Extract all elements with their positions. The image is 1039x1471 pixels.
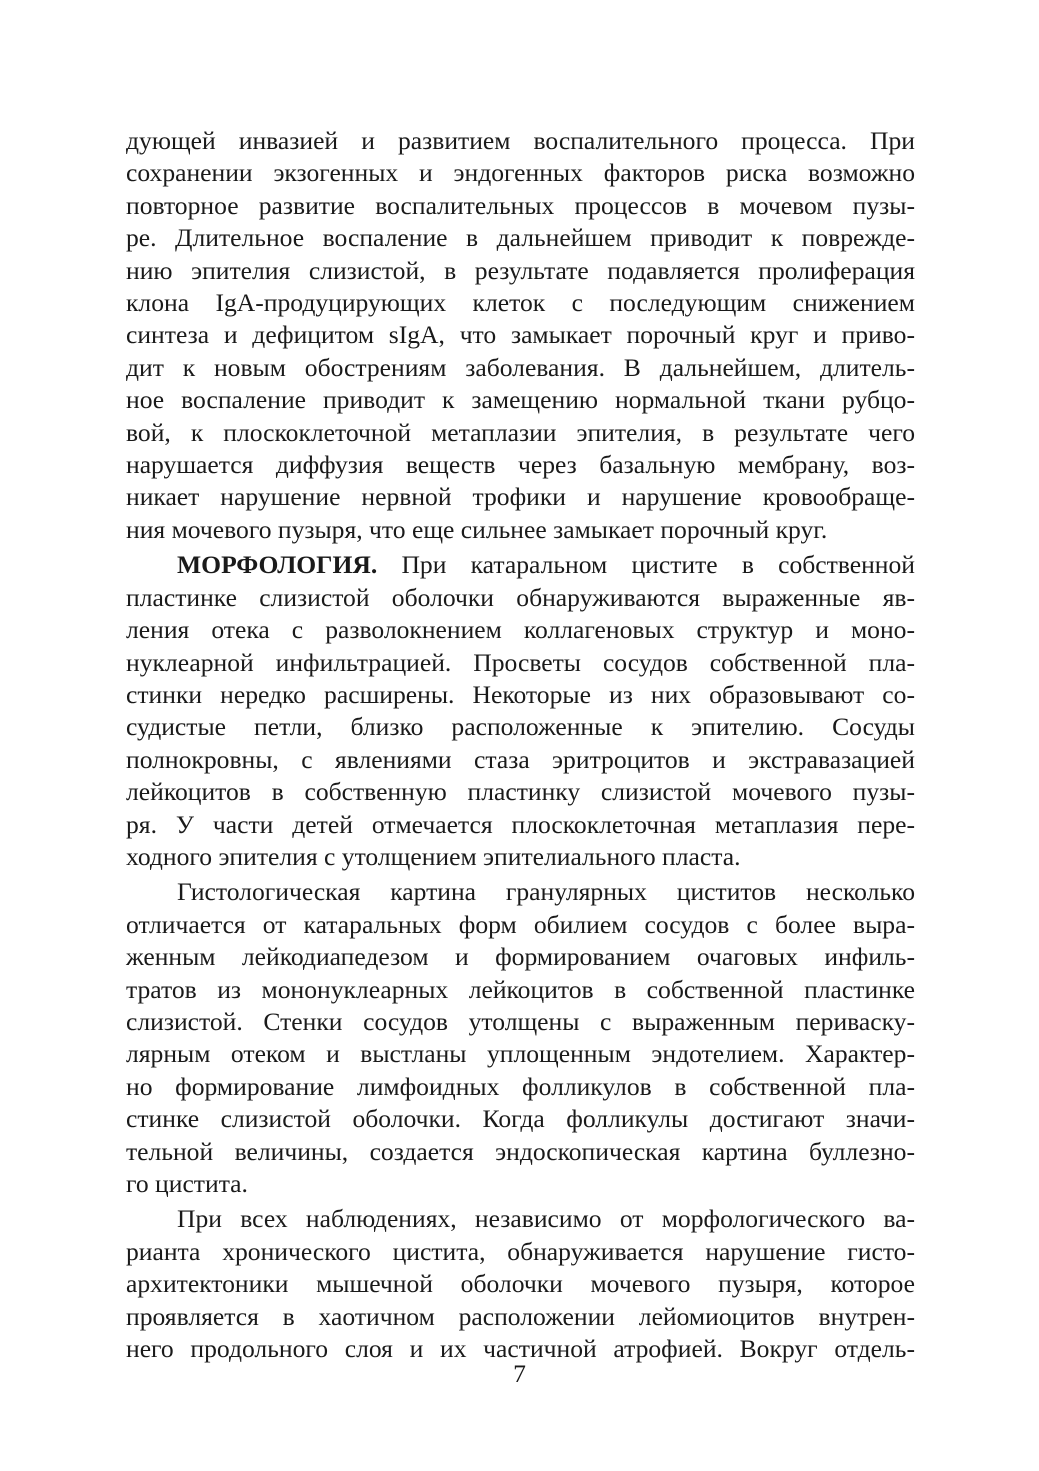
text-line: лейкоцитов в собственную пластинку слизистой мочевого пузы- (126, 777, 915, 807)
paragraph-pathogenesis (126, 125, 915, 546)
text-line: дующей инвазией и развитием воспалительного процесса. При (126, 126, 915, 155)
text-line: синтеза и дефицитом sIgA, что замыкает порочный круг и приво- (126, 320, 915, 350)
text-line: тельной величины, создается эндоскопическая картина буллезно- (126, 1136, 915, 1166)
paragraph-morphology (126, 549, 915, 873)
text-line: него продольного слоя и их частичной атрофией. Вокруг отдель- (126, 1334, 915, 1364)
text-line: При всех наблюдениях, независимо от морфологического ва- (177, 1204, 915, 1234)
text-line: дит к новым обострениям заболевания. В дальнейшем, длитель- (126, 352, 915, 382)
text-line: повторное развитие воспалительных процессов в мочевом пузы- (126, 190, 915, 220)
text-line: никает нарушение нервной трофики и нарушение кровообраще- (126, 482, 915, 512)
text-line: ря. У части детей отмечается плоскоклеточная метаплазия пере- (126, 809, 915, 839)
text-line: сохранении экзогенных и эндогенных факторов риска возможно (126, 158, 915, 188)
text-line: ре. Длительное воспаление в дальнейшем приводит к поврежде- (126, 223, 915, 253)
heading-line-text: При катаральном цистите в собственной (377, 550, 915, 580)
paragraph-muscular-layer (126, 1203, 915, 1365)
text-line: пластинке слизистой оболочки обнаруживаются выраженные яв- (126, 582, 915, 612)
page-number: 7 (513, 1359, 526, 1388)
text-line: нию эпителия слизистой, в результате подавляется пролиферация (126, 255, 915, 285)
text-line: ния мочевого пузыря, что еще сильнее замыкает порочный круг. (126, 514, 828, 544)
text-line: архитектоники мышечной оболочки мочевого пузыря, которое (126, 1269, 915, 1299)
text-line: но формирование лимфоидных фолликулов в собственной пла- (126, 1071, 915, 1101)
text-line: стинки нередко расширены. Некоторые из них образовывают со- (126, 679, 915, 709)
text-line: судистые петли, близко расположенные к эпителию. Сосуды (126, 712, 915, 742)
text-line: вой, к плоскоклеточной метаплазии эпителия, в результате чего (126, 417, 915, 447)
text-line: клона IgA-продуцирующих клеток с последующим снижением (126, 288, 915, 318)
text-line: ходного эпителия с утолщением эпителиального пласта. (126, 841, 741, 871)
text-line: нарушается диффузия веществ через базальную мембрану, воз- (126, 450, 915, 480)
text-line: ления отека с разволокнением коллагеновых структур и моно- (126, 615, 915, 645)
text-line: стинке слизистой оболочки. Когда фолликулы достигают значи- (126, 1104, 915, 1134)
text-line: ное воспаление приводит к замещению нормальной ткани рубцо- (126, 385, 915, 415)
text-line: тратов из мононуклеарных лейкоцитов в собственной пластинке (126, 974, 915, 1004)
text-line: нуклеарной инфильтрацией. Просветы сосудов собственной пла- (126, 647, 915, 677)
text-line: отличается от катаральных форм обилием сосудов с более выра- (126, 909, 915, 939)
paragraph-granular-cystitis (126, 876, 915, 1200)
text-line (126, 549, 915, 581)
text-line: Гистологическая картина гранулярных циститов несколько (177, 877, 915, 907)
text-line: женным лейкодиапедезом и формированием очаговых инфиль- (126, 942, 915, 972)
text-line: полнокровны, с явлениями стаза эритроцитов и экстравазацией (126, 744, 915, 774)
text-line: слизистой. Стенки сосудов утолщены с выраженным периваску- (126, 1006, 915, 1036)
text-line: го цистита. (126, 1169, 248, 1198)
text-line: лярным отеком и выстланы уплощенным эндотелием. Характер- (126, 1039, 915, 1069)
text-line: проявляется в хаотичном расположении лейомиоцитов внутрен- (126, 1301, 915, 1331)
section-heading: МОРФОЛОГИЯ. (177, 550, 378, 580)
text-line: рианта хронического цистита, обнаруживается нарушение гисто- (126, 1236, 915, 1266)
